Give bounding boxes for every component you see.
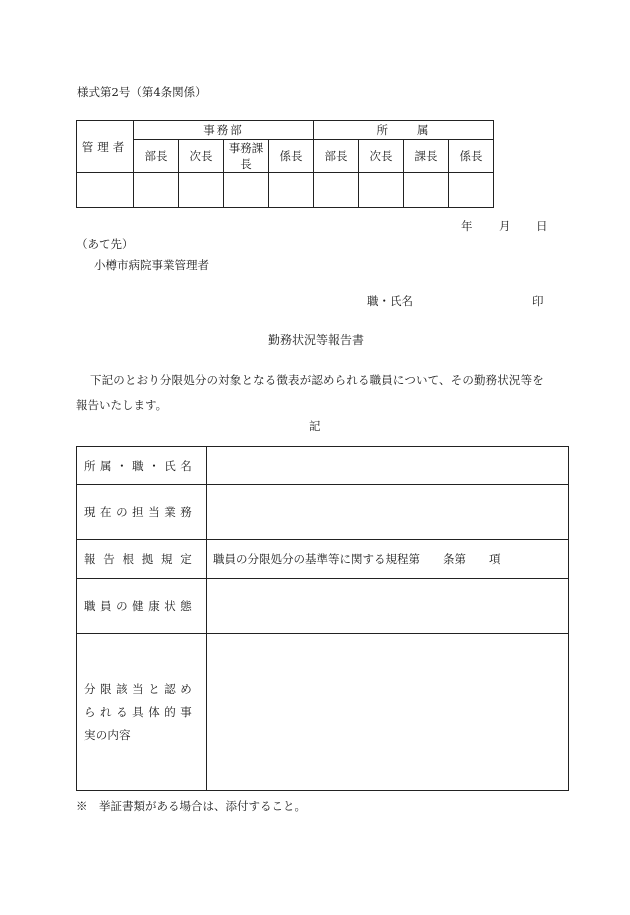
row-label-line: 分限該当と認め — [84, 681, 192, 696]
ki-heading: 記 — [309, 419, 321, 433]
body-line-2: 報告いたします。 — [76, 398, 168, 412]
row-label: 報告根拠規定 — [84, 552, 192, 566]
report-table — [76, 446, 569, 791]
row-label: 現在の担当業務 — [84, 505, 192, 519]
role-cell: 次長 — [359, 140, 404, 173]
seal-mark: 印 — [532, 294, 544, 308]
role-cell: 係長 — [449, 140, 494, 173]
stamp-cell[interactable] — [179, 173, 224, 208]
stamp-cell[interactable] — [134, 173, 179, 208]
stamp-cell[interactable] — [77, 173, 134, 208]
group-jimubu: 事務部 — [134, 121, 314, 140]
row-label-line: られる具体的事 — [84, 704, 192, 719]
date-month: 月 — [499, 219, 511, 233]
stamp-cell[interactable] — [359, 173, 404, 208]
stamp-cell[interactable] — [269, 173, 314, 208]
signature-label: 職・氏名 — [367, 294, 413, 308]
date-day: 日 — [536, 219, 548, 233]
row-label: 所属・職・氏名 — [84, 458, 192, 473]
row-value[interactable] — [207, 634, 569, 791]
table-row — [77, 579, 569, 634]
table-row — [77, 447, 569, 485]
group-shozoku: 所 属 — [314, 121, 494, 140]
row-value[interactable] — [207, 579, 569, 634]
role-cell: 次長 — [179, 140, 224, 173]
stamp-cell[interactable] — [314, 173, 359, 208]
row-label: 職員の健康状態 — [84, 599, 192, 613]
role-cell: 事務課長 — [224, 140, 269, 173]
footnote: ※ 挙証書類がある場合は、添付すること。 — [76, 799, 306, 813]
stamp-cell[interactable] — [404, 173, 449, 208]
approval-stamp-table — [76, 120, 494, 208]
table-row — [77, 634, 569, 791]
manager-label: 管理者 — [77, 121, 134, 173]
row-value[interactable] — [207, 485, 569, 540]
row-label-line: 実の内容 — [84, 727, 131, 742]
addressee-name: 小樽市病院事業管理者 — [94, 258, 209, 272]
document-title: 勤務状況等報告書 — [268, 333, 365, 347]
role-cell: 課長 — [404, 140, 449, 173]
stamp-cell[interactable] — [449, 173, 494, 208]
role-cell: 部長 — [134, 140, 179, 173]
table-row — [77, 485, 569, 540]
row-value[interactable]: 職員の分限処分の基準等に関する規程第 条第 項 — [207, 540, 569, 579]
body-line-1: 下記のとおり分限処分の対象となる徴表が認められる職員について、その勤務状況等を — [90, 373, 544, 387]
role-cell: 係長 — [269, 140, 314, 173]
addressee-label: （あて先） — [76, 237, 134, 251]
date-year: 年 — [461, 219, 473, 233]
row-value[interactable] — [207, 447, 569, 485]
form-number: 様式第2号（第4条関係） — [77, 85, 207, 99]
role-cell: 部長 — [314, 140, 359, 173]
table-row — [77, 540, 569, 579]
stamp-cell[interactable] — [224, 173, 269, 208]
